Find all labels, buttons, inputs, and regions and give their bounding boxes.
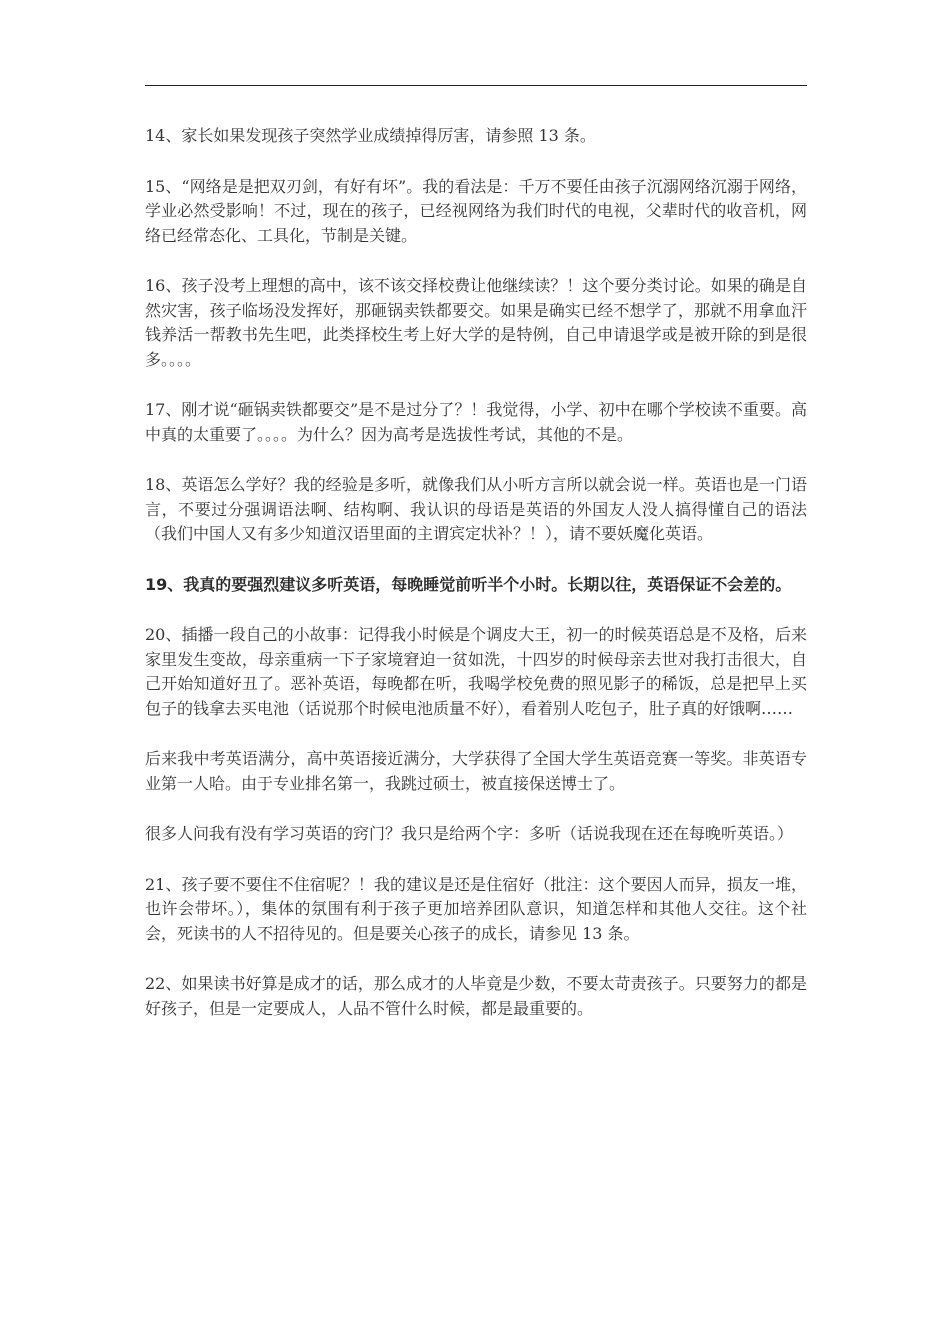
paragraph-18: 18、英语怎么学好？我的经验是多听，就像我们从小听方言所以就会说一样。英语也是一门语言，不要过分强调语法啊、结构啊、我认识的母语是英语的外国友人没人搞得懂自己的语法（我们中国人又有多少知道汉语里面的主谓宾定状补？！），请不要妖魔化英语。	[145, 475, 807, 543]
paragraph-14: 14、家长如果发现孩子突然学业成绩掉得厉害，请参照 13 条。	[145, 126, 596, 145]
paragraph-20: 20、插播一段自己的小故事：记得我小时候是个调皮大王，初一的时候英语总是不及格，后来家里发生变故，母亲重病一下子家境窘迫一贫如洗，十四岁的时候母亲去世对我打击很大，自己开始知道好丑了。恶补英语，每晚都在听，我喝学校免费的照见影子的稀饭，总是把早上买包子的钱拿去买电池（话说那个时候电池质量不好），看着别人吃包子，肚子真的好饿啊……	[145, 625, 807, 718]
paragraph-20-tip: 很多人问我有没有学习英语的窍门？我只是给两个字：多听（话说我现在还在每晚听英语。）	[145, 824, 794, 843]
document-body	[145, 124, 807, 1047]
paragraph-17: 17、刚才说“砸锅卖铁都要交”是不是过分了？！我觉得，小学、初中在哪个学校读不重要。高中真的太重要了。。。。为什么？因为高考是选拔性考试，其他的不是。	[145, 400, 807, 444]
paragraph-21: 21、孩子要不要住不住宿呢？！我的建议是还是住宿好（批注：这个要因人而异，损友一堆，也许会带坏。），集体的氛围有利于孩子更加培养团队意识，知道怎样和其他人交往。这个社会，死读书的人不招待见的。但是要关心孩子的成长，请参见 13 条。	[145, 874, 807, 943]
paragraph-20-continued: 后来我中考英语满分，高中英语接近满分，大学获得了全国大学生英语竞赛一等奖。非英语专业第一人哈。由于专业排名第一，我跳过硕士，被直接保送博士了。	[145, 749, 807, 793]
header-rule	[145, 85, 807, 86]
paragraph-19: 19、我真的要强烈建议多听英语，每晚睡觉前听半个小时。长期以往，英语保证不会差的。	[145, 574, 792, 594]
paragraph-16: 16、孩子没考上理想的高中，该不该交择校费让他继续读？！这个要分类讨论。如果的确是自然灾害，孩子临场没发挥好，那砸锅卖铁都要交。如果是确实已经不想学了，那就不用拿血汗钱养活一帮教书先生吧，此类择校生考上好大学的是特例，自己申请退学或是被开除的到是很多。。。。	[145, 276, 807, 369]
paragraph-15: 15、“网络是是把双刃剑，有好有坏”。我的看法是：千万不要任由孩子沉溺网络沉溺于网络，学业必然受影响！不过，现在的孩子，已经视网络为我们时代的电视，父辈时代的收音机，网络已经常态化、工具化，节制是关键。	[145, 176, 807, 245]
paragraph-22: 22、如果读书好算是成才的话，那么成才的人毕竟是少数，不要太苛责孩子。只要努力的都是好孩子，但是一定要成人，人品不管什么时候，都是最重要的。	[145, 974, 807, 1018]
